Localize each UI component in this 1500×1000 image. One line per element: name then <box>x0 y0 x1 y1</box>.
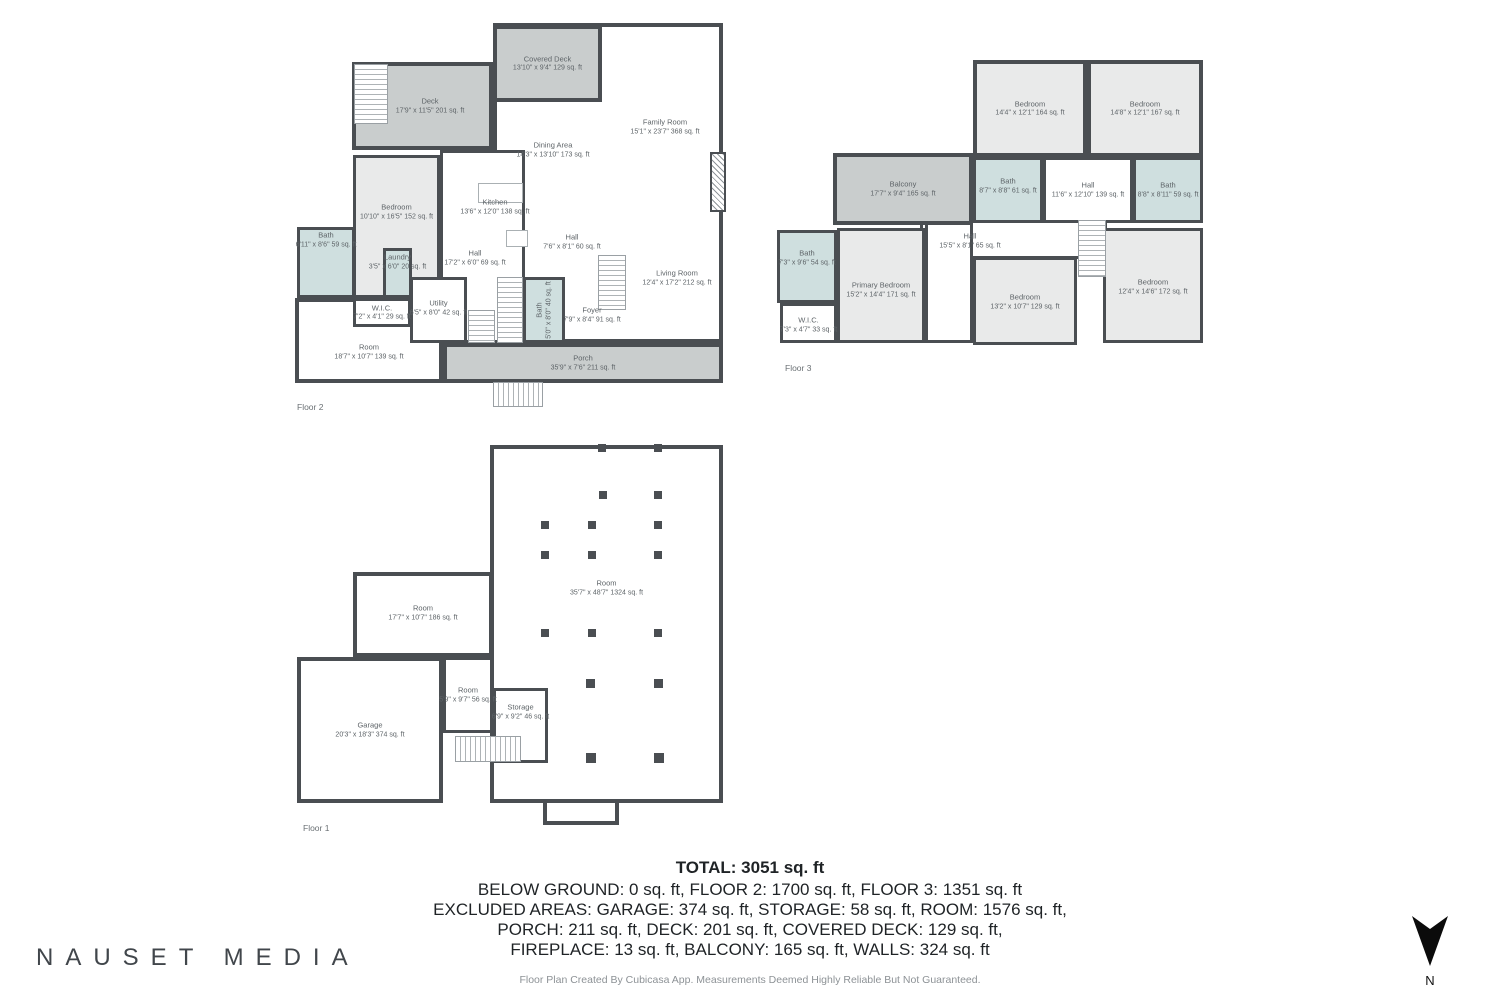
room-dimensions: 7'2" x 4'1" 29 sq. ft <box>353 313 411 321</box>
room-utility <box>410 277 467 343</box>
column-icon <box>599 491 607 499</box>
room-name: Bedroom <box>1014 99 1046 109</box>
room-name: Laundry <box>383 252 412 262</box>
room-name: Family Room <box>642 117 688 127</box>
room-name: Bath <box>318 230 334 240</box>
room-dimensions: 17'2" x 6'0" 69 sq. ft <box>444 259 506 267</box>
room-w-i-c <box>780 303 837 343</box>
stairs-icon <box>493 382 543 407</box>
room-name: W.I.C. <box>798 315 819 325</box>
room-dimensions: 7'3" x 4'7" 33 sq. ft <box>779 326 838 334</box>
room-dimensions: 15'2" x 14'4" 171 sq. ft <box>846 291 916 299</box>
room-name: Bedroom <box>1009 292 1041 302</box>
column-icon <box>588 629 596 637</box>
room-name: Bedroom <box>381 202 412 212</box>
room-dimensions: 35'9" x 7'6" 211 sq. ft <box>550 364 616 372</box>
room-name: Garage <box>357 720 383 730</box>
disclaimer-text: Floor Plan Created By Cubicasa App. Measurements Deemed Highly Reliable But Not Guaranteed. <box>519 974 981 986</box>
column-icon <box>654 521 662 529</box>
room-name: Kitchen <box>482 197 508 207</box>
stairs-icon <box>468 310 495 343</box>
room-name: Balcony <box>889 179 917 189</box>
room-dimensions: 7'6" x 8'1" 60 sq. ft <box>543 243 601 251</box>
north-indicator <box>1410 916 1450 988</box>
room-bath <box>1133 157 1203 223</box>
column-icon <box>541 551 549 559</box>
column-icon <box>588 521 596 529</box>
room-name: Room <box>596 578 617 588</box>
room-dimensions: 5'0" x 8'0" 40 sq. ft <box>545 281 553 339</box>
room-dimensions: 35'7" x 48'7" 1324 sq. ft <box>569 589 644 597</box>
room-open-area <box>925 217 973 343</box>
column-icon <box>654 753 664 763</box>
room-laundry <box>383 248 412 298</box>
room-dimensions: 12'4" x 14'6" 172 sq. ft <box>1118 288 1188 296</box>
room-bedroom <box>973 257 1077 345</box>
room-dimensions: 3'5" x 6'0" 20 sq. ft <box>368 263 427 271</box>
room-dimensions: 17'7" x 9'4" 165 sq. ft <box>870 190 936 198</box>
room-dimensions: 11'6" x 12'10" 139 sq. ft <box>1051 191 1125 199</box>
room-dimensions: 15'5" x 8'1" 65 sq. ft <box>939 242 1001 250</box>
room-dimensions: 6'11" x 8'6" 59 sq. ft <box>295 241 357 249</box>
column-icon <box>654 444 662 452</box>
room-balcony <box>833 153 973 225</box>
room-name: Room <box>457 685 479 695</box>
room-dimensions: 13'6" x 12'0" 138 sq. ft <box>460 208 530 216</box>
column-icon <box>598 444 606 452</box>
room-name: W.I.C. <box>371 303 393 313</box>
column-icon <box>541 629 549 637</box>
room-name: Hall <box>1081 180 1095 190</box>
room-name: Room <box>412 603 434 613</box>
floor-tag-floor-1: Floor 1 <box>303 823 330 833</box>
room-dimensions: 18'7" x 10'7" 139 sq. ft <box>334 353 404 361</box>
room-name: Primary Bedroom <box>851 280 911 290</box>
room-w-i-c <box>353 298 411 327</box>
room-primary-bedroom <box>837 228 925 343</box>
room-name: Covered Deck <box>523 54 572 64</box>
room-bedroom <box>973 60 1087 157</box>
stairs-icon <box>497 277 523 343</box>
room-dimensions: 8'7" x 8'8" 61 sq. ft <box>979 187 1037 195</box>
column-icon <box>654 551 662 559</box>
room-dimensions: 5'9" x 9'7" 56 sq. ft <box>439 696 497 704</box>
room-name: Living Room <box>656 268 698 278</box>
outline-icon <box>478 183 523 203</box>
stairs-icon <box>455 736 521 762</box>
room-bedroom <box>1103 228 1203 343</box>
room-garage <box>297 657 443 803</box>
room-dimensions: 7'9" x 8'4" 91 sq. ft <box>563 316 621 324</box>
room-name: Bedroom <box>1137 277 1169 287</box>
room-bath <box>777 230 837 303</box>
room-dimensions: 15'1" x 23'7" 368 sq. ft <box>630 128 700 136</box>
nauset-media-logo: NAUSET MEDIA <box>36 944 360 971</box>
room-name: Storage <box>507 702 534 712</box>
room-name: Room <box>358 342 380 352</box>
room-name: Bedroom <box>1129 99 1161 109</box>
room-name: Hall <box>468 248 482 258</box>
room-bath <box>973 157 1043 223</box>
north-arrow-icon <box>1412 916 1448 966</box>
column-icon <box>654 629 662 637</box>
room-name: Hall <box>565 232 579 242</box>
summary-total: TOTAL: 3051 sq. ft <box>675 858 825 877</box>
room-name: Bath <box>1000 176 1016 186</box>
room-dimensions: 14'4" x 12'1" 164 sq. ft <box>995 109 1065 117</box>
column-icon <box>588 551 596 559</box>
summary-line: BELOW GROUND: 0 sq. ft, FLOOR 2: 1700 sq. ft, FLOOR 3: 1351 sq. ft <box>477 880 1023 899</box>
room-room <box>443 657 493 733</box>
room-bedroom <box>1087 60 1203 157</box>
room-bath <box>523 277 565 343</box>
column-icon <box>541 521 549 529</box>
room-name: Hall <box>963 231 977 241</box>
room-dimensions: 6'9" x 9'2" 46 sq. ft <box>491 713 550 721</box>
room-dimensions: 12'4" x 17'2" 212 sq. ft <box>642 279 712 287</box>
room-porch <box>443 343 723 383</box>
column-icon <box>586 679 595 688</box>
stairs-icon <box>598 255 626 310</box>
column-icon <box>654 491 662 499</box>
summary-line: EXCLUDED AREAS: GARAGE: 374 sq. ft, STORAGE: 58 sq. ft, ROOM: 1576 sq. ft, <box>433 900 1067 919</box>
summary-line: FIREPLACE: 13 sq. ft, BALCONY: 165 sq. ft, WALLS: 324 sq. ft <box>510 940 990 959</box>
room-dimensions: 14'3" x 13'10" 173 sq. ft <box>516 151 590 159</box>
floor-tag-floor-2: Floor 2 <box>297 402 324 412</box>
outline-icon <box>506 230 528 247</box>
room-dimensions: 17'9" x 11'5" 201 sq. ft <box>395 107 465 115</box>
room-name: Bath <box>534 302 544 318</box>
room-dimensions: 6'5" x 8'0" 42 sq. ft <box>409 309 468 317</box>
north-label: N <box>1425 973 1435 988</box>
room-name: Bath <box>799 248 815 258</box>
room-dimensions: 13'2" x 10'7" 129 sq. ft <box>990 303 1060 311</box>
column-icon <box>586 753 596 763</box>
room-name: Deck <box>421 96 439 106</box>
room-dimensions: 8'8" x 8'11" 59 sq. ft <box>1137 191 1199 199</box>
room-covered-deck <box>493 25 602 102</box>
room-hall <box>1043 157 1133 223</box>
stairs-icon <box>354 64 388 124</box>
room-dimensions: 10'10" x 16'5" 152 sq. ft <box>359 213 434 221</box>
room-dimensions: 20'3" x 18'3" 374 sq. ft <box>335 731 405 739</box>
room-name: Dining Area <box>533 140 573 150</box>
column-icon <box>654 679 663 688</box>
room-dimensions: 13'10" x 9'4" 129 sq. ft <box>512 64 583 72</box>
room-bath <box>297 227 355 298</box>
room-dimensions: 7'3" x 9'6" 54 sq. ft <box>778 259 836 267</box>
room-dimensions: 14'8" x 12'1" 167 sq. ft <box>1110 109 1180 117</box>
room-name: Foyer <box>582 305 602 315</box>
floor-tag-floor-3: Floor 3 <box>785 363 812 373</box>
summary-line: PORCH: 211 sq. ft, DECK: 201 sq. ft, COVERED DECK: 129 sq. ft, <box>497 920 1003 939</box>
room-dimensions: 17'7" x 10'7" 186 sq. ft <box>388 614 458 622</box>
room-name: Utility <box>429 298 448 308</box>
room-name: Porch <box>573 353 593 363</box>
room-room <box>353 572 493 657</box>
room-name: Bath <box>1160 180 1176 190</box>
stairs-icon <box>1078 220 1106 277</box>
fireplace-icon <box>710 152 726 212</box>
